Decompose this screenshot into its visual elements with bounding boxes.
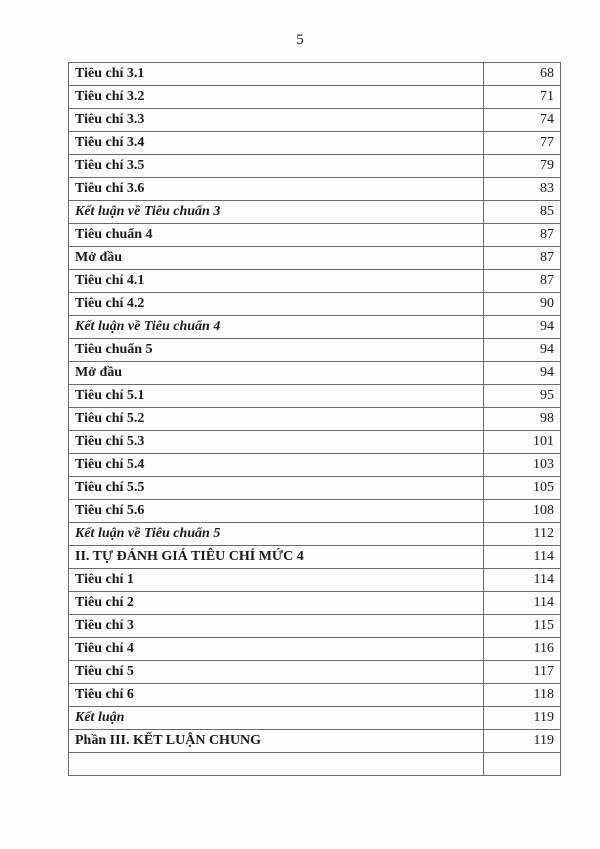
toc-entry-title: Kết luận bbox=[69, 707, 484, 730]
toc-row bbox=[69, 638, 561, 661]
toc-entry-title: Tiêu chí 4 bbox=[69, 638, 484, 661]
toc-entry-page bbox=[484, 753, 561, 776]
toc-row bbox=[69, 661, 561, 684]
toc-entry-title bbox=[69, 753, 484, 776]
toc-row bbox=[69, 178, 561, 201]
toc-entry-page: 115 bbox=[484, 615, 561, 638]
toc-entry-title: Tiêu chí 5.6 bbox=[69, 500, 484, 523]
toc-entry-page: 74 bbox=[484, 109, 561, 132]
toc-row bbox=[69, 385, 561, 408]
toc-entry-page: 114 bbox=[484, 546, 561, 569]
toc-entry-title: Tiêu chí 3.3 bbox=[69, 109, 484, 132]
toc-row bbox=[69, 408, 561, 431]
toc-entry-page: 94 bbox=[484, 339, 561, 362]
toc-entry-page: 108 bbox=[484, 500, 561, 523]
toc-entry-title: Tiêu chí 3 bbox=[69, 615, 484, 638]
toc-entry-title: Kết luận về Tiêu chuẩn 3 bbox=[69, 201, 484, 224]
toc-entry-page: 87 bbox=[484, 270, 561, 293]
toc-entry-page: 116 bbox=[484, 638, 561, 661]
toc-entry-title: Tiêu chí 5.1 bbox=[69, 385, 484, 408]
table-of-contents bbox=[68, 62, 561, 776]
toc-entry-title: Mở đầu bbox=[69, 247, 484, 270]
toc-row bbox=[69, 63, 561, 86]
toc-row bbox=[69, 293, 561, 316]
page-number: 5 bbox=[296, 32, 304, 48]
toc-row bbox=[69, 753, 561, 776]
toc-row bbox=[69, 592, 561, 615]
toc-entry-title: Tiêu chí 3.1 bbox=[69, 63, 484, 86]
toc-entry-page: 118 bbox=[484, 684, 561, 707]
toc-row bbox=[69, 500, 561, 523]
toc-body bbox=[69, 63, 561, 776]
toc-row bbox=[69, 477, 561, 500]
toc-entry-page: 114 bbox=[484, 592, 561, 615]
toc-entry-page: 103 bbox=[484, 454, 561, 477]
toc-entry-page: 71 bbox=[484, 86, 561, 109]
toc-entry-page: 94 bbox=[484, 316, 561, 339]
toc-entry-title: Mở đầu bbox=[69, 362, 484, 385]
toc-entry-page: 77 bbox=[484, 132, 561, 155]
toc-entry-page: 79 bbox=[484, 155, 561, 178]
toc-row bbox=[69, 684, 561, 707]
toc-entry-page: 90 bbox=[484, 293, 561, 316]
toc-entry-title: Tiêu chí 5.4 bbox=[69, 454, 484, 477]
toc-row bbox=[69, 431, 561, 454]
toc-row bbox=[69, 454, 561, 477]
toc-entry-page: 94 bbox=[484, 362, 561, 385]
toc-entry-title: Phần III. KẾT LUẬN CHUNG bbox=[69, 730, 484, 753]
toc-entry-title: Tiêu chí 5 bbox=[69, 661, 484, 684]
toc-row bbox=[69, 201, 561, 224]
toc-entry-title: Tiêu chí 3.4 bbox=[69, 132, 484, 155]
toc-row bbox=[69, 730, 561, 753]
toc-row bbox=[69, 546, 561, 569]
toc-entry-page: 119 bbox=[484, 730, 561, 753]
toc-row bbox=[69, 339, 561, 362]
toc-row bbox=[69, 270, 561, 293]
toc-entry-title: Tiêu chí 1 bbox=[69, 569, 484, 592]
toc-entry-title: Tiêu chí 5.2 bbox=[69, 408, 484, 431]
toc-row bbox=[69, 86, 561, 109]
toc-entry-title: Tiêu chí 3.6 bbox=[69, 178, 484, 201]
toc-entry-page: 105 bbox=[484, 477, 561, 500]
toc-entry-page: 119 bbox=[484, 707, 561, 730]
toc-entry-page: 95 bbox=[484, 385, 561, 408]
toc-entry-title: Tiêu chuẩn 5 bbox=[69, 339, 484, 362]
toc-entry-page: 68 bbox=[484, 63, 561, 86]
toc-row bbox=[69, 155, 561, 178]
toc-row bbox=[69, 523, 561, 546]
toc-row bbox=[69, 109, 561, 132]
toc-row bbox=[69, 132, 561, 155]
toc-row bbox=[69, 247, 561, 270]
toc-entry-title: Tiêu chuẩn 4 bbox=[69, 224, 484, 247]
toc-entry-title: Tiêu chí 6 bbox=[69, 684, 484, 707]
toc-row bbox=[69, 316, 561, 339]
toc-entry-title: Tiêu chí 2 bbox=[69, 592, 484, 615]
toc-entry-title: II. TỰ ĐÁNH GIÁ TIÊU CHÍ MỨC 4 bbox=[69, 546, 484, 569]
toc-entry-page: 87 bbox=[484, 224, 561, 247]
toc-entry-title: Tiêu chí 5.3 bbox=[69, 431, 484, 454]
toc-entry-page: 112 bbox=[484, 523, 561, 546]
toc-entry-page: 85 bbox=[484, 201, 561, 224]
toc-row bbox=[69, 362, 561, 385]
toc-entry-title: Kết luận về Tiêu chuẩn 5 bbox=[69, 523, 484, 546]
toc-entry-page: 83 bbox=[484, 178, 561, 201]
toc-entry-page: 117 bbox=[484, 661, 561, 684]
toc-entry-title: Tiêu chí 4.1 bbox=[69, 270, 484, 293]
toc-entry-title: Tiêu chí 3.5 bbox=[69, 155, 484, 178]
toc-entry-title: Tiêu chí 5.5 bbox=[69, 477, 484, 500]
toc-row bbox=[69, 707, 561, 730]
toc-entry-page: 101 bbox=[484, 431, 561, 454]
toc-row bbox=[69, 224, 561, 247]
toc-entry-title: Tiêu chí 4.2 bbox=[69, 293, 484, 316]
toc-entry-page: 114 bbox=[484, 569, 561, 592]
toc-entry-title: Tiêu chí 3.2 bbox=[69, 86, 484, 109]
toc-entry-page: 87 bbox=[484, 247, 561, 270]
toc-entry-title: Kết luận về Tiêu chuẩn 4 bbox=[69, 316, 484, 339]
toc-row bbox=[69, 569, 561, 592]
toc-entry-page: 98 bbox=[484, 408, 561, 431]
toc-row bbox=[69, 615, 561, 638]
